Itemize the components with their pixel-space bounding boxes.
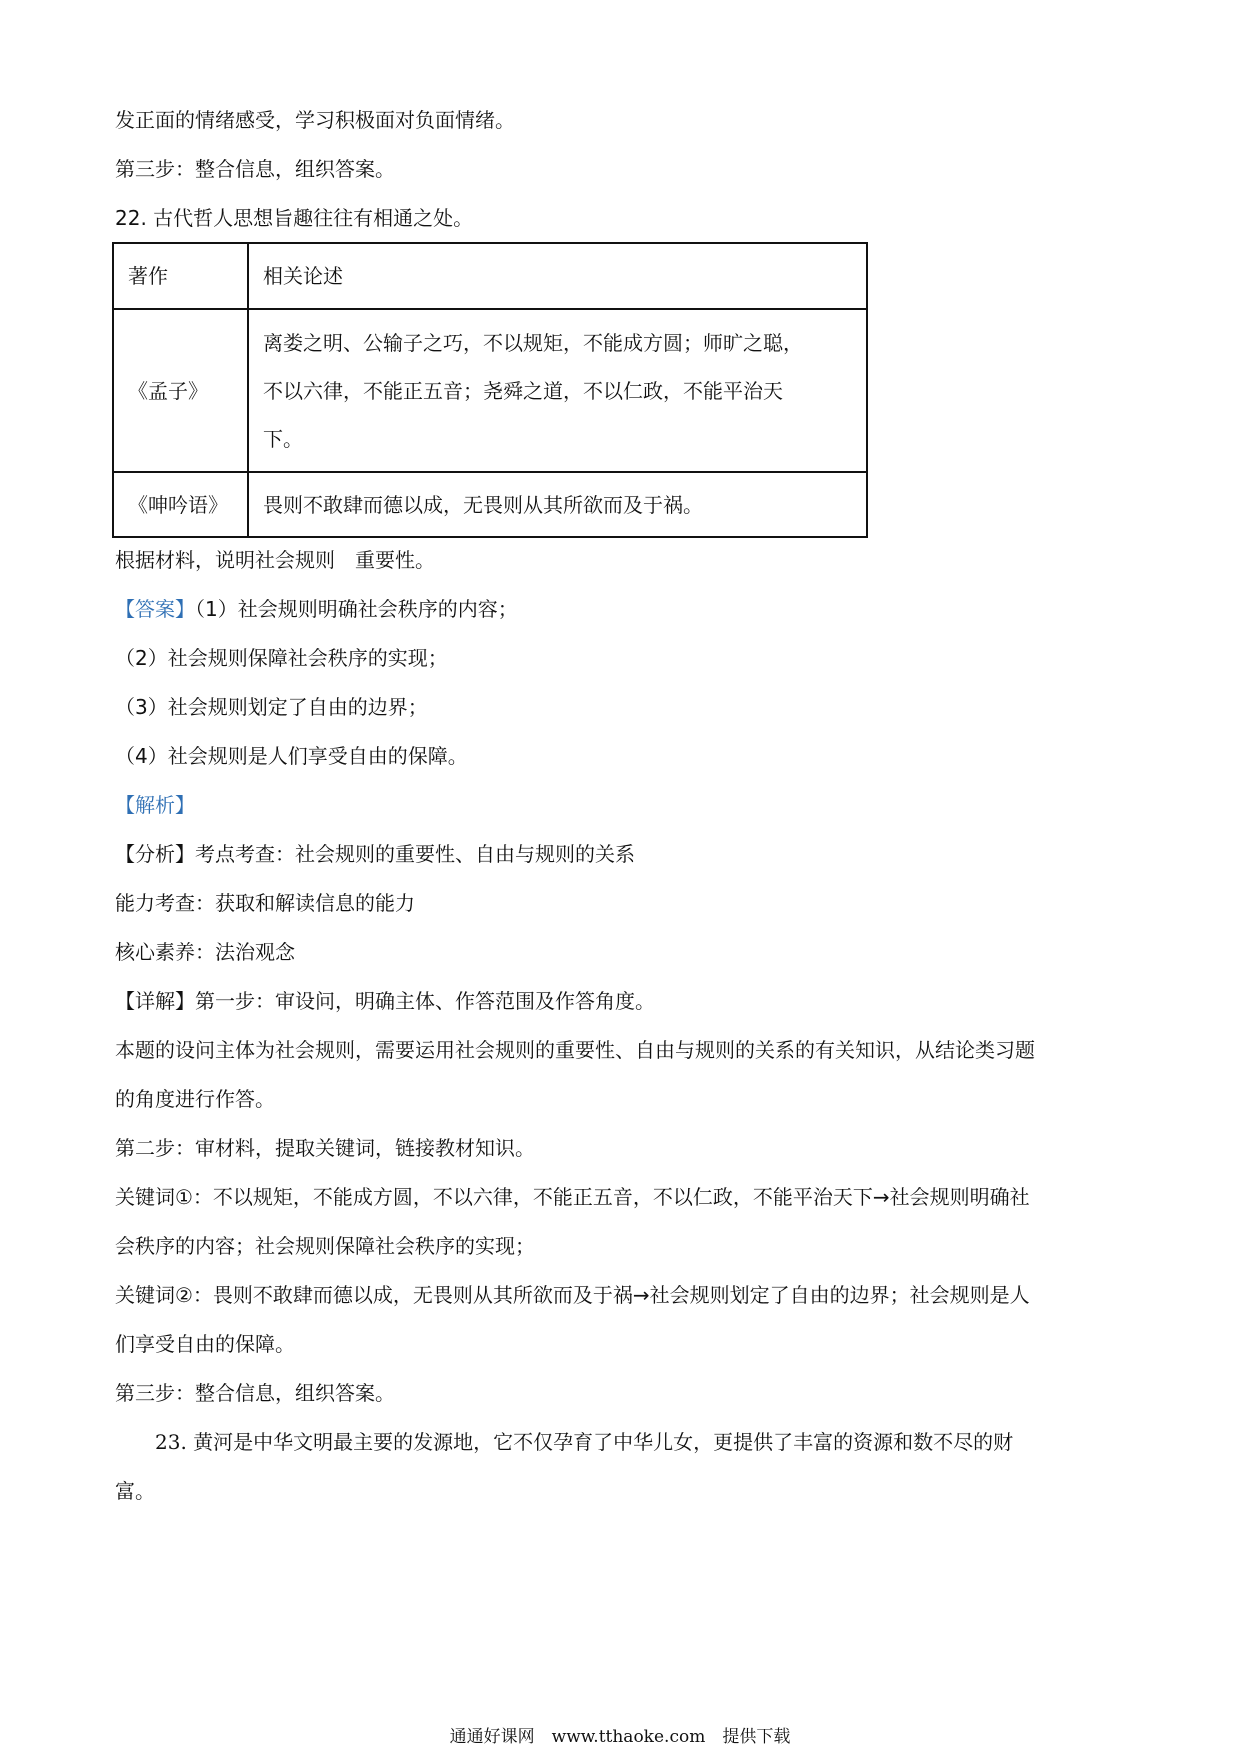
table-header-row — [113, 243, 867, 309]
table-text-line: 下。 — [263, 426, 303, 451]
table-cell-work: 《呻吟语》 — [113, 472, 248, 537]
detail-line: 第二步：审材料，提取关键词，链接教材知识。 — [115, 1136, 535, 1160]
answer-tag: 【答案】 — [115, 597, 195, 621]
paragraph-line: 第三步：整合信息，组织答案。 — [115, 157, 395, 181]
page-footer: 通通好课网 www.tthaoke.com 提供下载 — [449, 1727, 791, 1747]
table-cell-text — [248, 472, 867, 537]
answer-item: （1）社会规则明确社会秩序的内容； — [195, 597, 518, 621]
table-text-line: 畏则不敢肆而德以成，无畏则从其所欲而及于祸。 — [263, 492, 703, 517]
detail-line: 关键词①：不以规矩，不能成方圆，不以六律，不能正五音，不以仁政，不能平治天下→社会规则明确社 — [115, 1185, 1030, 1209]
analysis-line: 【分析】考点考查：社会规则的重要性、自由与规则的关系 — [115, 842, 635, 866]
analysis-line: 核心素养：法治观念 — [115, 940, 295, 964]
analysis-line: 能力考查：获取和解读信息的能力 — [115, 891, 415, 915]
detail-line: 的角度进行作答。 — [115, 1087, 275, 1111]
detail-line: 本题的设问主体为社会规则，需要运用社会规则的重要性、自由与规则的关系的有关知识，从结论类习题 — [115, 1038, 1035, 1062]
table-header-cell: 著作 — [113, 243, 248, 309]
material-table — [112, 242, 868, 538]
detail-line: 会秩序的内容；社会规则保障社会秩序的实现； — [115, 1234, 535, 1258]
question-22-prompt: 根据材料，说明社会规则 重要性。 — [115, 548, 435, 572]
detail-line: 第三步：整合信息，组织答案。 — [115, 1381, 395, 1405]
detail-line: 【详解】第一步：审设问，明确主体、作答范围及作答角度。 — [115, 989, 655, 1013]
detail-line: 们享受自由的保障。 — [115, 1332, 295, 1356]
answer-line — [115, 595, 518, 623]
detail-line: 关键词②：畏则不敢肆而德以成，无畏则从其所欲而及于祸→社会规则划定了自由的边界；社会规则是人 — [115, 1283, 1030, 1307]
question-23-stem: 23. 黄河是中华文明最主要的发源地，它不仅孕育了中华儿女，更提供了丰富的资源和数不尽的财 — [155, 1430, 1014, 1454]
paragraph-line: 发正面的情绪感受，学习积极面对负面情绪。 — [115, 108, 515, 132]
question-22-stem: 22. 古代哲人思想旨趣往往有相通之处。 — [115, 206, 474, 230]
table-cell-work: 《孟子》 — [113, 309, 248, 472]
table-text-line: 不以六律，不能正五音；尧舜之道，不以仁政，不能平治天 — [263, 378, 783, 403]
analysis-tag: 【解析】 — [115, 793, 195, 817]
table-row — [113, 472, 867, 537]
table-header-cell: 相关论述 — [248, 243, 867, 309]
answer-item: （4）社会规则是人们享受自由的保障。 — [115, 744, 468, 768]
table-text-line: 离娄之明、公输子之巧，不以规矩，不能成方圆；师旷之聪， — [263, 330, 803, 355]
answer-item: （2）社会规则保障社会秩序的实现； — [115, 646, 448, 670]
table-row — [113, 309, 867, 472]
table-cell-text — [248, 309, 867, 472]
answer-item: （3）社会规则划定了自由的边界； — [115, 695, 428, 719]
question-23-stem: 富。 — [115, 1479, 155, 1503]
